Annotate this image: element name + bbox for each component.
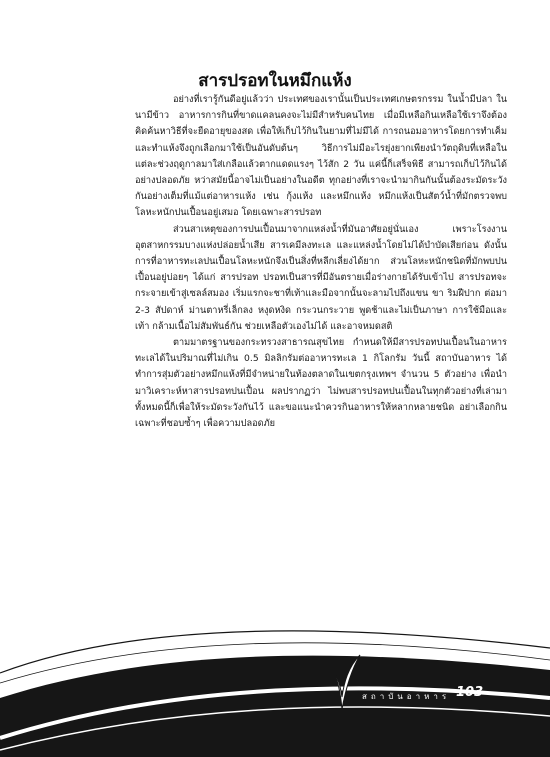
footer-organization-label: สถาบันอาหาร	[362, 692, 451, 701]
page-number: 103	[456, 685, 484, 700]
paragraph-1: อย่างที่เรารู้กันดีอยู่แล้วว่า ประเทศของเรานั้นเป็นประเทศเกษตรกรรม ในน้ำมีปลา ในนามีข้าว อาหารการกินที่ขาดแคลนคงจะไม่มีสำหรับคนไทย เมื่อมีเหลือกินเหลือใช้เราจึงต้องคิดค้นหาวิธีที่จะยืดอายุของสด เพื่อให้เก็บไว้กินในยามที่ไม่มีได้ การถนอมอาหารโดยการทำเค็ม และทำแห้งจึงถูกเลือกมาใช้เป็นอันดับต้นๆ วิธีการไม่มีอะไรยุ่งยากเพียงนำวัตถุดิบที่เหลือในแต่ละช่วงฤดูกาลมาใส่เกลือแล้วตากแดดแรงๆ ไว้สัก 2 วัน แค่นี้ก็เสร็จพิธี สามารถเก็บไว้กินได้อย่างปลอดภัย หว่าสมัยนี้อาจไม่เป็นอย่างในอดีต ทุกอย่างที่เราจะนำมากินกันนั้นต้องระมัดระวังกันอย่างเต็มที่แม้แต่อาหารแห้ง เช่น กุ้งแห้ง และหมึกแห้ง หมึกแห้งเป็นสัตว์น้ำที่มักตรวจพบโลหะหนักปนเปื้อนอยู่เสมอ โดยเฉพาะสารปรอท	[135, 94, 507, 219]
paragraph-3: ตามมาตรฐานของกระทรวงสาธารณสุขไทย กำหนดให้มีสารปรอทปนเปื้อนในอาหารทะเลได้ในปริมาณที่ไม่เกิน 0.5 มิลลิกรัมต่ออาหารทะเล 1 กิโลกรัม วันนี้ สถาบันอาหาร ได้ทำการสุ่มตัวอย่างหมึกแห้งที่มีจำหน่ายในท้องตลาดในเขตกรุงเทพฯ จำนวน 5 ตัวอย่าง เพื่อนำมาวิเคราะห์หาสารปรอทปนเปื้อน ผลปรากฏว่า ไม่พบสารปรอทปนเปื้อนในทุกตัวอย่างที่เล่ามาทั้งหมดนี้ก็เพื่อให้ระมัดระวังกันไว้ และขอแนะนำควรกินอาหารให้หลากหลายชนิด อย่าเลือกกินเฉพาะที่ชอบซ้ำๆ เพื่อความปลอดภัย	[135, 337, 507, 430]
article-title: สารปรอทในหมึกแห้ง	[198, 71, 352, 91]
article-body	[135, 92, 507, 432]
leaf-logo-icon	[322, 653, 362, 713]
paragraph-2: ส่วนสาเหตุของการปนเปื้อนมาจากแหล่งน้ำที่มันอาศัยอยู่นั่นเอง เพราะโรงงานอุตสาหกรรมบางแห่งปล่อยน้ำเสีย สารเคมีลงทะเล และแหล่งน้ำโดยไม่ได้บำบัดเสียก่อน ดังนั้นการที่อาหารทะเลปนเปื้อนโลหะหนักจึงเป็นสิ่งที่หลีกเลี่ยงได้ยาก ส่วนโลหะหนักชนิดที่มักพบปนเปื้อนอยู่บ่อยๆ ได้แก่ สารปรอท ปรอทเป็นสารที่มีอันตรายเมื่อร่างกายได้รับเข้าไป สารปรอทจะกระจายเข้าสู่เซลล์สมอง เริ่มแรกจะชาที่เท้าและมือจากนั้นจะลามไปถึงแขน ขา ริมฝีปาก ต่อมา 2-3 สัปดาห์ ม่านตาหรี่เล็กลง หงุดหงิด กระวนกระวาย พูดช้าและไม่เป็นภาษา การใช้มือและเท้า กล้ามเนื้อไม่สัมพันธ์กัน ช่วยเหลือตัวเองไม่ได้ และอาจหมดสติ	[135, 223, 507, 332]
